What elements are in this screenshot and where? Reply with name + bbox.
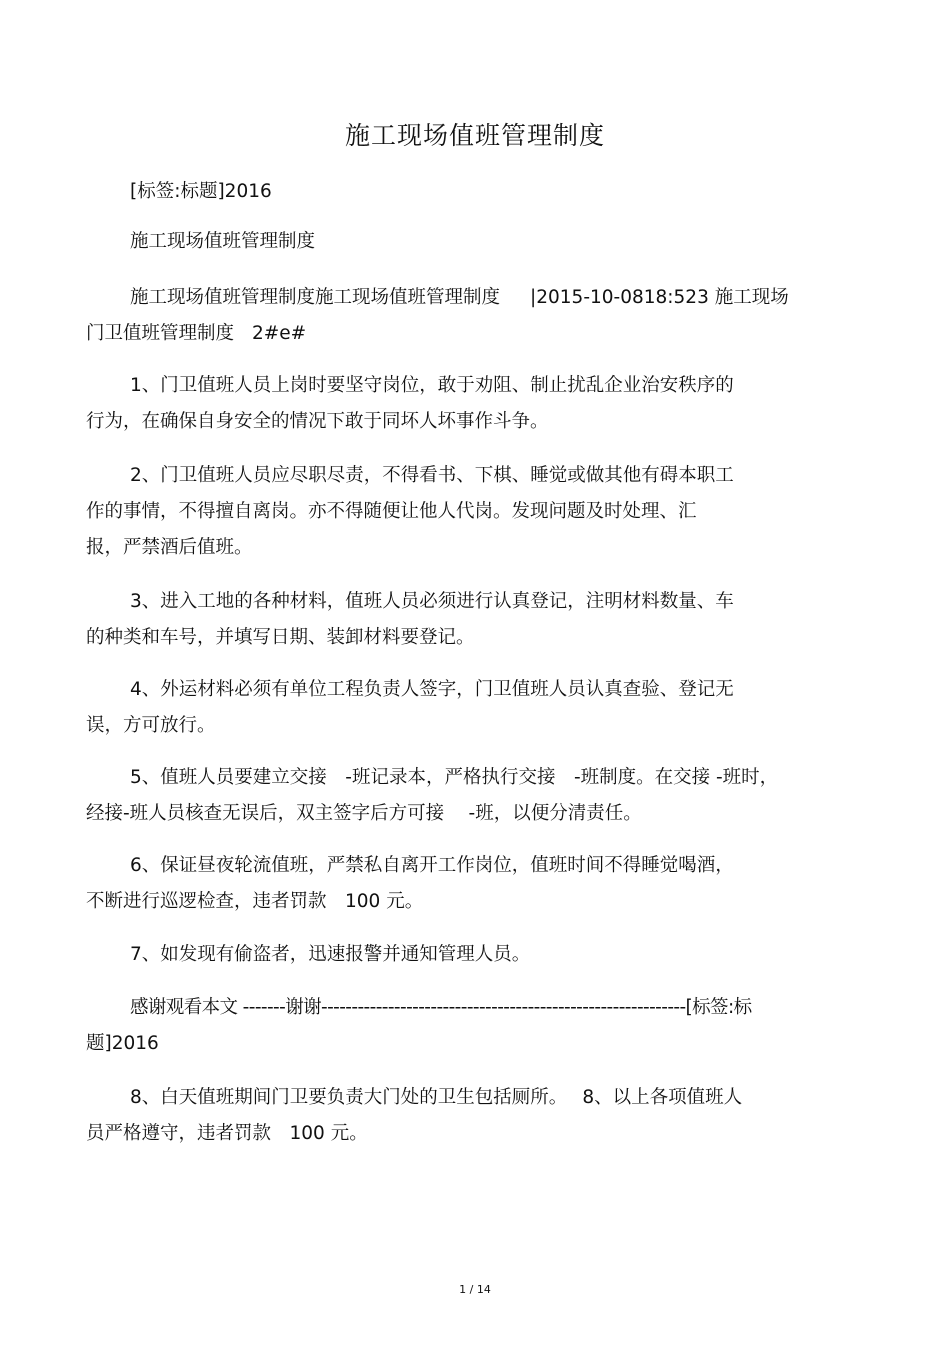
rule-5-line-1: 5、值班人员要建立交接 -班记录本，严格执行交接 -班制度。在交接 -班时， [130, 767, 779, 788]
subtitle-text: 施工现场值班管理制度 [130, 231, 316, 252]
rule-paragraph-4 [86, 672, 856, 744]
tag-line [86, 174, 856, 210]
page-indicator: 1 / 14 [459, 1283, 491, 1296]
rule-1-line-1: 1、门卫值班人员上岗时要坚守岗位，敢于劝阻、制止扰乱企业治安秩序的 [130, 375, 734, 396]
document-title: 施工现场值班管理制度 [344, 121, 605, 150]
intro-text-1: 施工现场值班管理制度施工现场值班管理制度 [130, 287, 501, 308]
rule-paragraph-7 [86, 937, 856, 973]
rule-2-line-1: 2、门卫值班人员应尽职尽责，不得看书、下棋、睡觉或做其他有碍本职工 [130, 465, 734, 486]
rule-8-line-2: 员严格遵守，违者罚款 100 元。 [86, 1123, 368, 1144]
intro-paragraph [86, 280, 856, 352]
rule-paragraph-5 [86, 760, 856, 832]
rule-3-line-1: 3、进入工地的各种材料，值班人员必须进行认真登记，注明材料数量、车 [130, 591, 734, 612]
rule-7-line-1: 7、如发现有偷盗者，迅速报警并通知管理人员。 [130, 944, 531, 965]
rule-paragraph-8 [86, 1080, 856, 1152]
rule-4-line-1: 4、外运材料必须有单位工程负责人签字，门卫值班人员认真查验、登记无 [130, 679, 734, 700]
rule-6-line-1: 6、保证昼夜轮流值班，严禁私自离开工作岗位，值班时间不得睡觉喝酒， [130, 855, 734, 876]
rule-paragraph-2 [86, 458, 856, 566]
intro-text-4: 2#e# [252, 323, 307, 344]
rule-5-line-2: 经接-班人员核查无误后，双主签字后方可接 -班，以便分清责任。 [86, 803, 642, 824]
rule-paragraph-6 [86, 848, 856, 920]
rule-6-line-2: 不断进行巡逻检查，违者罚款 100 元。 [86, 891, 424, 912]
rule-2-line-2: 作的事情，不得擅自离岗。亦不得随便让他人代岗。发现问题及时处理、汇 [86, 501, 697, 522]
intro-text-2: |2015-10-0818:523 施工现场 [530, 287, 789, 308]
thanks-paragraph [86, 990, 856, 1062]
subtitle [86, 224, 856, 260]
rule-8-line-1: 8、白天值班期间门卫要负责大门处的卫生包括厕所。 8、以上各项值班人 [130, 1087, 743, 1108]
rule-2-line-3: 报，严禁酒后值班。 [86, 537, 253, 558]
thanks-line-1: 感谢观看本文 -------谢谢------------------------------------------------------------[标签:标 [130, 997, 752, 1018]
thanks-line-2: 题]2016 [86, 1033, 159, 1054]
intro-line-1 [86, 280, 856, 316]
intro-line-2 [86, 316, 856, 352]
rule-paragraph-1 [86, 368, 856, 440]
tag-line-text: [标签:标题]2016 [130, 181, 272, 202]
rule-4-line-2: 误，方可放行。 [86, 715, 216, 736]
rule-1-line-2: 行为，在确保自身安全的情况下敢于同坏人坏事作斗争。 [86, 411, 549, 432]
intro-text-3: 门卫值班管理制度 [86, 323, 235, 344]
rule-paragraph-3 [86, 584, 856, 656]
rule-3-line-2: 的种类和车号，并填写日期、装卸材料要登记。 [86, 627, 475, 648]
